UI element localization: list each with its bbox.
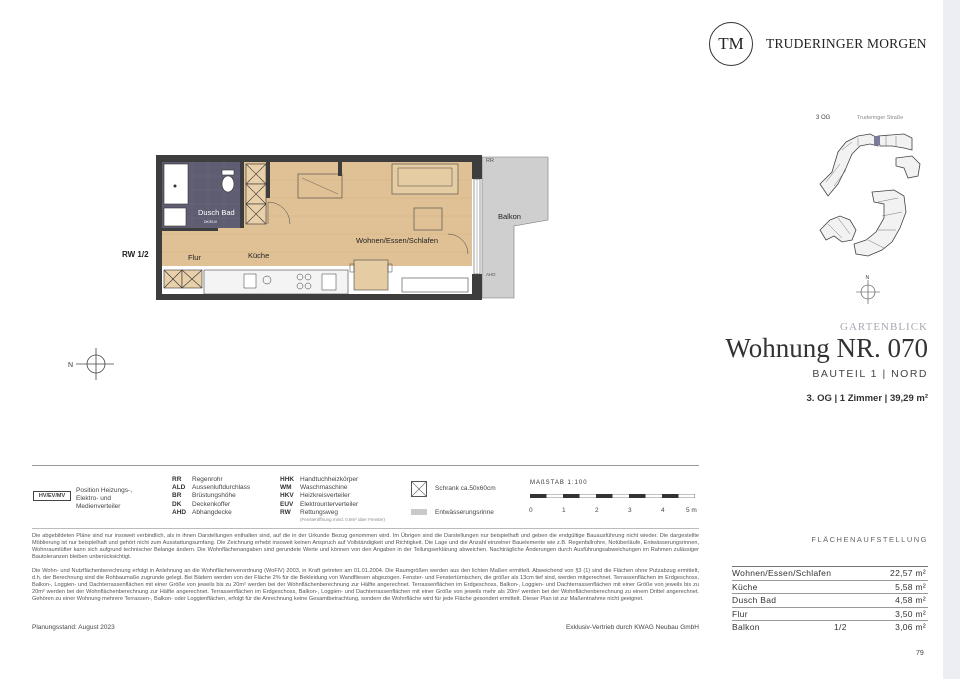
site-north-label: N [865, 275, 870, 281]
abbreviations-col-2 [280, 476, 385, 522]
abbr-row: ALD Aussenluftdurchlass [172, 484, 251, 492]
north-compass [62, 344, 116, 384]
room-label-flur: Flur [188, 253, 201, 262]
abbr-row: WM Waschmaschine [280, 484, 348, 492]
abbr-row: AHD Abhangdecke [172, 508, 232, 516]
room-label-balkon: Balkon [498, 212, 521, 221]
rw-note: (Fensteröffnung mind. 0,9m² über Fenster) [300, 517, 385, 523]
schrank-text: Schrank ca.50x60cm [435, 485, 496, 492]
title-block [628, 321, 928, 404]
site-plan [812, 112, 930, 312]
scale-title: MAßSTAB 1:100 [530, 480, 588, 486]
abbr-row: EUV Elektrounterverteiler [280, 500, 359, 508]
tag-dk: DK/EUV [204, 220, 218, 224]
disclaimer-paragraph: Die Wohn- und Nutzflächenberechnung erfolgt in Anlehnung an die Wohnflächenverordnung (WoFlV) 2003, in Kraft getreten am 01.01.2004. Die Raumgrößen werden aus den lichten Maßen ermittelt. Abweichend von §3 (1) sind die Flächen ohne Putzabzug ermittelt, d.h. der Berechnung sind die Rohbaumaße zugrunde gelegt. Bei Bädern werden von der Fläche 2% für die Bekleidung von Wandfliesen abgezogen. Fenster- und Fenstertürnischen, die größer als 13cm tief sind, werden mitgerechnet. Terrassenflächen im Erdgeschoss, Balkon-, Loggien- und Dachterrassenflächen mit einer Größe von jeweils bis zu 20m² werden bei der Wohnflächenberechnung zur Hälfte angerechnet. Terrassenflächen im Erdgeschoss, Balkon-, Loggien- und Dachterrassenflächen mit einer Größe von jeweils bis zu 20m² werden bei der Wohnflächenberechnung zur Hälfte angerechnet. Terrassenflächen im Erdgeschoss, Balkon-, Loggien- und Dachterrassenflächen mit einer Größe von jeweils mehr als 20m² werden bei der Wohnflächenberechnung zu einem Drittel angerechnet. Gehören zu einer Wohnung mehrere Terrassen-, Balkon- oder Loggienflächen, erfolgt für die Anrechnung keine Gesamtbetrachtung, sondern die Wohnfläche wird für jede Fläche gesondert ermittelt. Dieser Plan ist zur Maßentnahme nicht geeignet. [32, 568, 699, 602]
rinne-swatch [411, 509, 427, 515]
table-row: Küche 5,58 m² [732, 581, 926, 592]
table-row: Wohnen/Essen/Schlafen 22,57 m² [732, 568, 926, 578]
abbr-row: DK Deckenkoffer [172, 500, 231, 508]
areas-table [732, 566, 928, 634]
rinne-text: Entwässerungsrinne [435, 509, 494, 516]
apartment-subtitle: GARTENBLICK [840, 321, 928, 333]
apartment-title: Wohnung NR. 070 [725, 333, 928, 363]
floor-plan-drawing [118, 150, 558, 306]
table-row: Flur 3,50 m² [732, 608, 926, 619]
floor-plan [118, 150, 558, 306]
brand-monogram: TM [709, 22, 753, 66]
planning-status: Planungsstand: August 2023 [32, 624, 115, 631]
abbr-row: BR Brüstungshöhe [172, 492, 236, 500]
room-label-wohnen: Wohnen/Essen/Schlafen [356, 236, 438, 245]
abbr-row: RR Regenrohr [172, 476, 223, 483]
north-compass-icon [62, 344, 116, 384]
room-label-kueche: Küche [248, 251, 270, 260]
site-street: Truderinger Straße [857, 115, 904, 121]
scale-num: 3 [628, 507, 632, 514]
north-label: N [68, 362, 74, 369]
tag-rr: RR [486, 158, 494, 164]
table-row: Dusch Bad 4,58 m² [732, 595, 926, 605]
abbreviations-col-1 [172, 476, 250, 517]
disclaimer [32, 533, 699, 610]
disclaimer-paragraph: Die abgebildeten Pläne sind nur insoweit verbindlich, als in ihnen Darstellungen enthalten sind, auf die in der Urkunde Bezug genommen wird. Im Übrigen sind die Darstellungen nur beispielhaft und geben die endgültige Bauausführung nicht wieder. Die dargestellte Möblierung ist nur beispielhaft und gehört nicht zum Ausstattungsumfang. Die Zeichnung erhebt insoweit keinen Anspruch auf Vollständigkeit und Richtigkeit. Die Lage und die Anzahl einzelner Bauelemente wie z.B. Regenfallrohre, Notüberläufe, Entwässerungsrinnen, Wohnraumlüfter kann sich aufgrund technischer Belange ändern. Die Wohnflächenangaben sind gerundete Werte und können von den Angaben in der Teilungserklärung abweichen. Nachträgliche Änderungen durch Ausführungsabweichungen im Rahmen zulässiger Bautoleranzen bleiben unberücksichtigt. [32, 533, 699, 560]
scale-bar [530, 494, 695, 498]
site-plan-drawing [812, 112, 930, 312]
tag-rw: RW 1/2 [122, 250, 149, 259]
scale-num: 4 [661, 507, 665, 514]
abbr-row: HKV Heizkreisverteiler [280, 492, 350, 500]
brand-name: TRUDERINGER MORGEN [766, 36, 927, 51]
scale-num: 0 [529, 507, 533, 514]
areas-title: FLÄCHENAUFSTELLUNG [811, 535, 928, 544]
brand-logo [709, 22, 929, 68]
schrank-icon [411, 481, 427, 497]
legend-divider-bottom [32, 528, 699, 529]
hv-text: Position Heizungs-, Elektro- und Medienverteiler [76, 487, 132, 510]
tag-ahd: AHD [486, 272, 496, 277]
apartment-bauteil: BAUTEIL 1 | NORD [812, 368, 928, 380]
scale-num: 2 [595, 507, 599, 514]
table-row: Balkon 1/2 3,06 m² [732, 622, 926, 632]
page-number: 79 [916, 650, 924, 657]
scale-num: 5 m [686, 507, 697, 514]
hv-box: HV/EV/MV [33, 491, 71, 501]
abbr-row: HHK Handtuchheizkörper [280, 476, 359, 483]
legend-divider-top [32, 465, 699, 466]
sales-note: Exklusiv-Vertrieb durch KWAG Neubau GmbH [565, 624, 699, 631]
room-label-dusch-bad: Dusch Bad [198, 208, 235, 217]
scale-num: 1 [562, 507, 566, 514]
apartment-summary: 3. OG | 1 Zimmer | 39,29 m² [806, 393, 928, 404]
side-strip [943, 0, 960, 679]
site-level: 3 OG [816, 115, 831, 121]
abbr-row: RW Rettungsweg [280, 508, 338, 516]
